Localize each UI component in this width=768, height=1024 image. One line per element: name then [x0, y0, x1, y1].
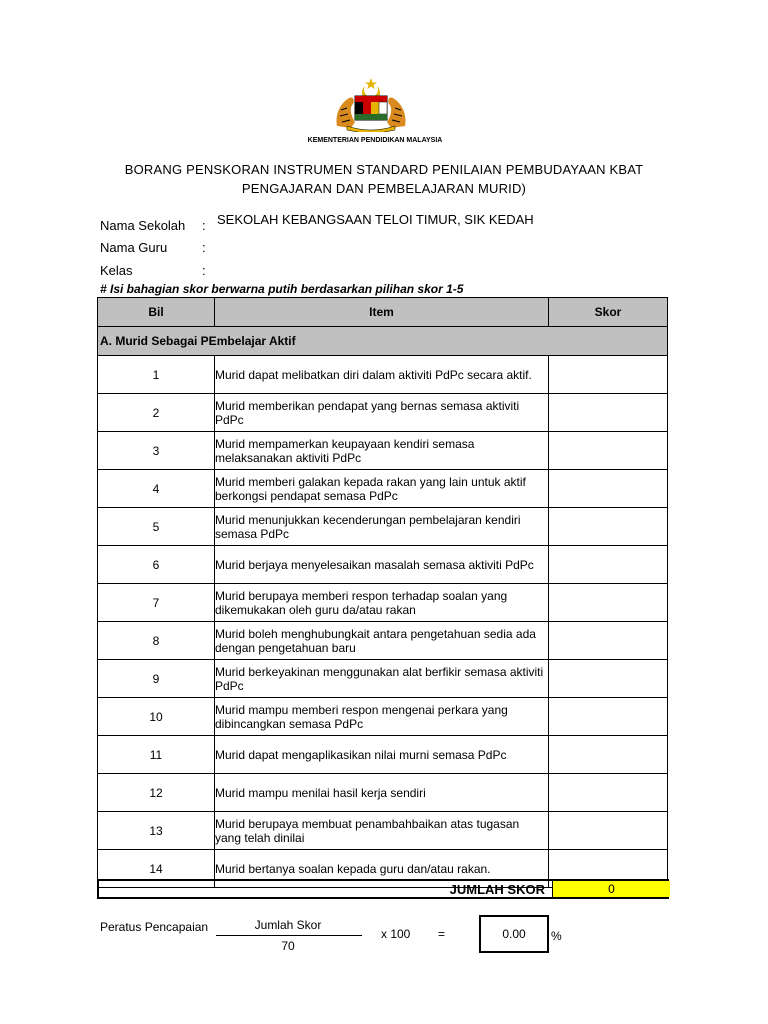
row-item-text: Murid berkeyakinan menggunakan alat berfikir semasa aktiviti PdPc [215, 660, 549, 698]
table-row [98, 660, 668, 698]
class-field[interactable] [217, 263, 550, 279]
fraction-numerator: Jumlah Skor [254, 918, 322, 932]
table-row [98, 584, 668, 622]
score-input-cell[interactable] [549, 812, 668, 850]
fraction-denominator: 70 [281, 939, 295, 953]
percent-sign: % [551, 929, 562, 943]
table-row [98, 546, 668, 584]
school-colon: : [202, 218, 206, 233]
score-input-cell[interactable] [549, 394, 668, 432]
class-label: Kelas [100, 263, 133, 278]
table-row [98, 698, 668, 736]
score-input-cell[interactable] [549, 622, 668, 660]
score-input-cell[interactable] [549, 356, 668, 394]
ministry-crest-logo [331, 76, 411, 132]
row-item-text: Murid boleh menghubungkait antara pengetahuan sedia ada dengan pengetahuan baru [215, 622, 549, 660]
row-item-text: Murid dapat melibatkan diri dalam aktiviti PdPc secara aktif. [215, 356, 549, 394]
teacher-colon: : [202, 240, 206, 255]
score-input-cell[interactable] [549, 774, 668, 812]
row-number: 5 [98, 508, 215, 546]
row-item-text: Murid berjaya menyelesaikan masalah semasa aktiviti PdPc [215, 546, 549, 584]
score-input-cell[interactable] [549, 736, 668, 774]
percentage-result: 0.00 [479, 915, 549, 953]
score-input-cell[interactable] [549, 584, 668, 622]
table-row [98, 736, 668, 774]
table-row [98, 356, 668, 394]
total-label: JUMLAH SKOR [449, 882, 545, 897]
teacher-name-field[interactable] [217, 240, 550, 256]
table-row [98, 394, 668, 432]
table-header-row [98, 298, 668, 327]
row-item-text: Murid memberi galakan kepada rakan yang lain untuk aktif berkongsi pendapat semasa PdPc [215, 470, 549, 508]
row-item-text: Murid berupaya membuat penambahbaikan atas tugasan yang telah dinilai [215, 812, 549, 850]
row-number: 12 [98, 774, 215, 812]
total-score-value: 0 [552, 881, 670, 897]
row-item-text: Murid dapat mengaplikasikan nilai murni semasa PdPc [215, 736, 549, 774]
row-number: 8 [98, 622, 215, 660]
row-number: 4 [98, 470, 215, 508]
row-item-text: Murid mampu memberi respon mengenai perkara yang dibincangkan semasa PdPc [215, 698, 549, 736]
row-item-text: Murid menunjukkan kecenderungan pembelajaran kendiri semasa PdPc [215, 508, 549, 546]
row-number: 3 [98, 432, 215, 470]
ministry-name: KEMENTERIAN PENDIDIKAN MALAYSIA [307, 137, 443, 144]
score-input-cell[interactable] [549, 660, 668, 698]
class-colon: : [202, 263, 206, 278]
score-table [97, 297, 668, 888]
table-row [98, 432, 668, 470]
instruction-note: # Isi bahagian skor berwarna putih berdasarkan pilihan skor 1-5 [100, 282, 464, 296]
table-row [98, 774, 668, 812]
score-input-cell[interactable] [549, 432, 668, 470]
row-number: 14 [98, 850, 215, 888]
row-number: 9 [98, 660, 215, 698]
form-title-line-1: BORANG PENSKORAN INSTRUMEN STANDARD PENILAIAN PEMBUDAYAAN KBAT [124, 162, 644, 177]
row-item-text: Murid mampu menilai hasil kerja sendiri [215, 774, 549, 812]
fraction-line [216, 935, 362, 936]
score-input-cell[interactable] [549, 470, 668, 508]
row-number: 13 [98, 812, 215, 850]
row-number: 10 [98, 698, 215, 736]
table-row [98, 812, 668, 850]
row-number: 2 [98, 394, 215, 432]
section-row [98, 327, 668, 356]
row-number: 1 [98, 356, 215, 394]
row-number: 11 [98, 736, 215, 774]
table-row [98, 622, 668, 660]
school-label: Nama Sekolah [100, 218, 186, 233]
multiplier-text: x 100 [381, 927, 411, 941]
teacher-label: Nama Guru [100, 240, 168, 255]
row-number: 6 [98, 546, 215, 584]
section-title: A. Murid Sebagai PEmbelajar Aktif [98, 327, 668, 356]
percentage-label: Peratus Pencapaian [100, 920, 209, 934]
table-row [98, 508, 668, 546]
row-item-text: Murid mempamerkan keupayaan kendiri semasa melaksanakan aktiviti PdPc [215, 432, 549, 470]
score-input-cell[interactable] [549, 546, 668, 584]
total-row [97, 879, 669, 899]
form-title-line-2: PENGAJARAN DAN PEMBELAJARAN MURID) [241, 181, 527, 196]
row-number: 7 [98, 584, 215, 622]
form-title [80, 160, 688, 198]
row-item-text: Murid berupaya memberi respon terhadap soalan yang dikemukakan oleh guru da/atau rakan [215, 584, 549, 622]
school-name-field[interactable]: SEKOLAH KEBANGSAAN TELOI TIMUR, SIK KEDAH [217, 212, 534, 227]
score-input-cell[interactable] [549, 698, 668, 736]
row-item-text: Murid bertanya soalan kepada guru dan/atau rakan. [215, 850, 549, 888]
header-skor: Skor [549, 298, 668, 327]
header-bil: Bil [98, 298, 215, 327]
table-row [98, 470, 668, 508]
score-input-cell[interactable] [549, 508, 668, 546]
header-item: Item [215, 298, 549, 327]
row-item-text: Murid memberikan pendapat yang bernas semasa aktiviti PdPc [215, 394, 549, 432]
equals-sign: = [438, 927, 446, 941]
